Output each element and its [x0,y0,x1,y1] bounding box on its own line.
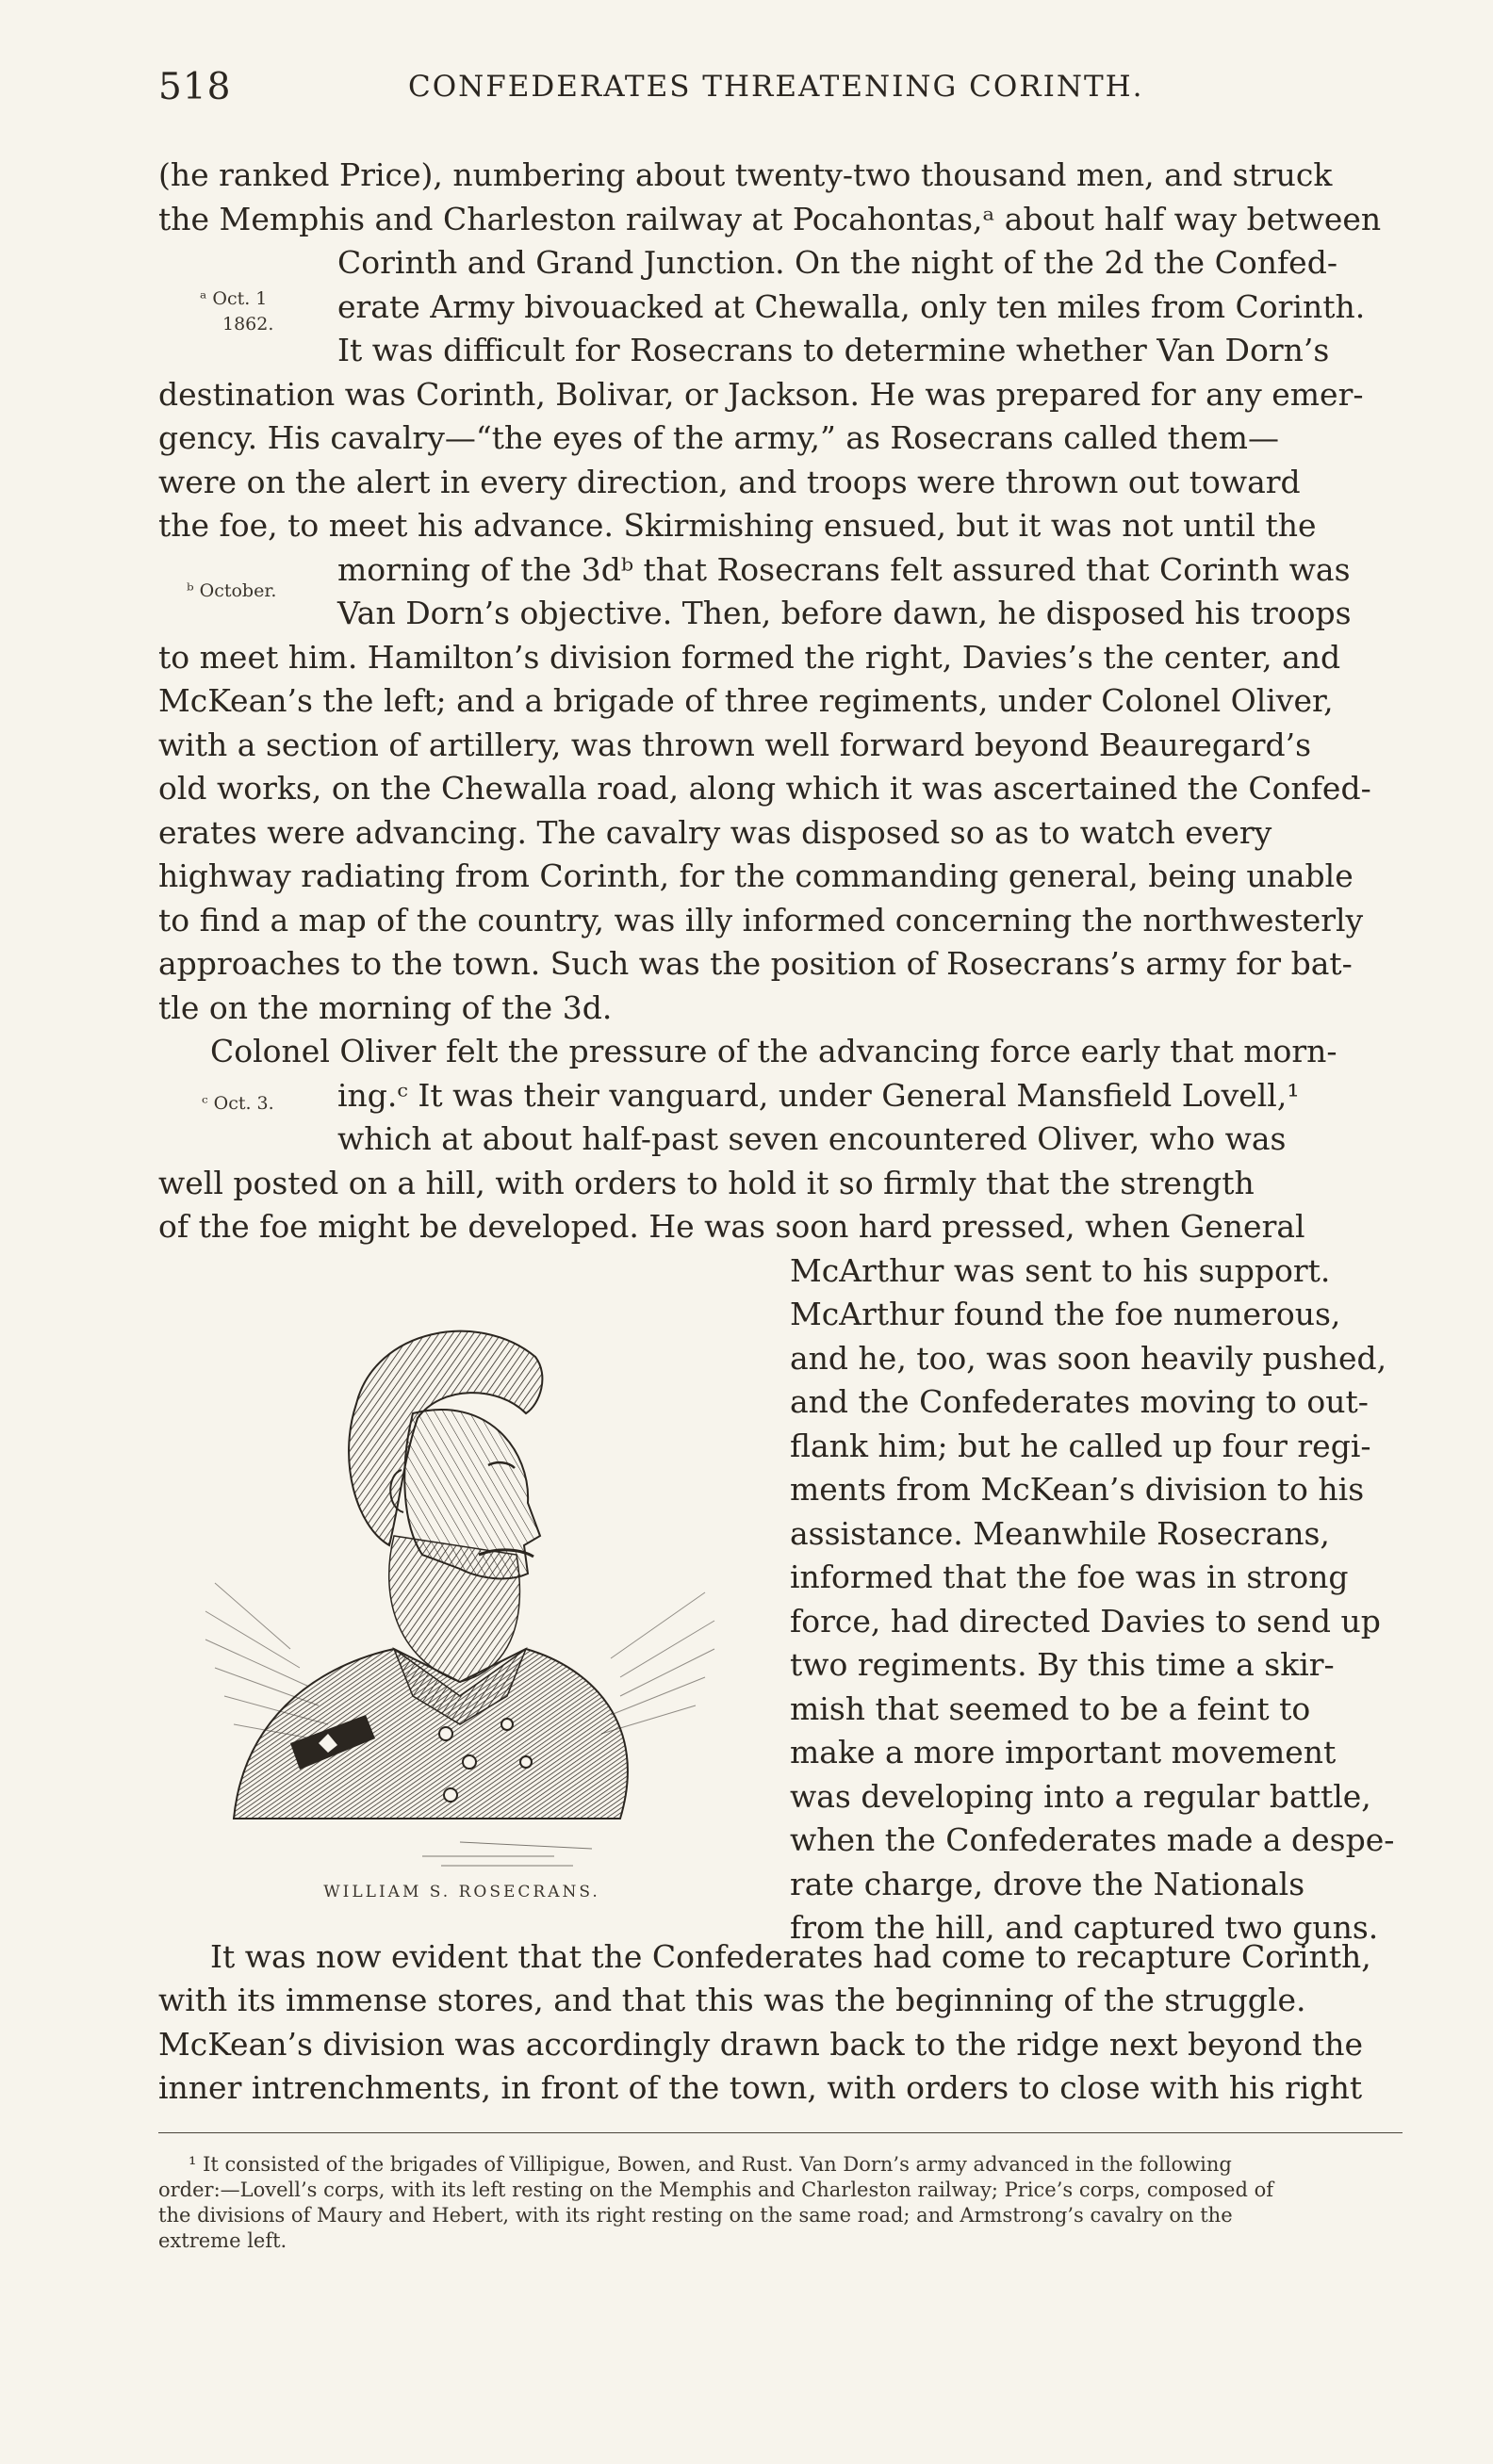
body-line: to find a map of the country, was illy informed concerning the northwesterly [158,902,1364,938]
body-line: of the foe might be developed. He was soon hard pressed, when General [158,1208,1305,1245]
body-line: make a more important movement [790,1734,1337,1770]
body-line: gency. His cavalry—“the eyes of the army,” as Rosecrans called them— [158,419,1279,456]
body-line: Van Dorn’s objective. Then, before dawn, he disposed his troops [337,595,1352,631]
body-line: McArthur found the foe numerous, [790,1296,1341,1332]
body-line: inner intrenchments, in front of the town, with orders to close with his right [158,2069,1363,2106]
body-line: Corinth and Grand Junction. On the night of the 2d the Confed- [337,244,1337,281]
body-line: It was difficult for Rosecrans to determine whether Van Dorn’s [337,332,1330,368]
body-line: with a section of artillery, was thrown well forward beyond Beauregard’s [158,726,1312,763]
body-line: McArthur was sent to his support. [790,1252,1331,1289]
body-line: Colonel Oliver felt the pressure of the advancing force early that morn- [210,1033,1337,1069]
body-line: morning of the 3dᵇ that Rosecrans felt assured that Corinth was [337,551,1351,588]
body-line: approaches to the town. Such was the position of Rosecrans’s army for bat- [158,945,1353,982]
portrait-engraving [177,1253,743,1875]
body-line: destination was Corinth, Bolivar, or Jackson. He was prepared for any emer- [158,376,1364,413]
body-line: informed that the foe was in strong [790,1558,1349,1595]
footnote-divider [158,2132,1403,2133]
body-line: well posted on a hill, with orders to hold it so firmly that the strength [158,1165,1255,1201]
footnote-line: extreme left. [158,2229,287,2252]
body-line: and the Confederates moving to out- [790,1383,1369,1420]
footnote-line: the divisions of Maury and Hebert, with its right resting on the same road; and Armstrong’s cavalry on the [158,2204,1233,2227]
body-line: tle on the morning of the 3d. [158,989,613,1026]
portrait-face [404,1410,540,1578]
body-line: highway radiating from Corinth, for the commanding general, being unable [158,857,1354,894]
body-line: two regiments. By this time a skir- [790,1646,1335,1683]
sidenote-b: ᵇ October. [187,580,277,601]
body-line: assistance. Meanwhile Rosecrans, [790,1515,1330,1552]
body-line: to meet him. Hamilton’s division formed the right, Davies’s the center, and [158,639,1341,676]
body-line: the Memphis and Charleston railway at Pocahontas,ᵃ about half way between [158,201,1382,237]
body-line: force, had directed Davies to send up [790,1603,1381,1640]
body-line: old works, on the Chewalla road, along which it was ascertained the Confed- [158,770,1371,807]
body-line: and he, too, was soon heavily pushed, [790,1340,1387,1377]
body-line: ing.ᶜ It was their vanguard, under General Mansfield Lovell,¹ [337,1077,1300,1114]
body-line: rate charge, drove the Nationals [790,1866,1305,1902]
body-line: McKean’s division was accordingly drawn back to the ridge next beyond the [158,2026,1364,2063]
body-line: McKean’s the left; and a brigade of three regiments, under Colonel Oliver, [158,682,1334,719]
body-line: It was now evident that the Confederates had come to recapture Corinth, [210,1938,1371,1975]
footnote-line: order:—Lovell’s corps, with its left resting on the Memphis and Charleston railway; Price’s corps, composed of [158,2178,1273,2201]
sidenote-a: ᵃ Oct. 1 [200,288,268,309]
footnote-line: ¹ It consisted of the brigades of Villipigue, Bowen, and Rust. Van Dorn’s army advanced in the following [189,2153,1232,2176]
body-line: were on the alert in every direction, and troops were thrown out toward [158,464,1301,500]
body-line: erates were advancing. The cavalry was disposed so as to watch every [158,814,1272,851]
sidenote-a-year: 1862. [222,314,274,335]
page-number: 518 [158,66,232,108]
body-line: ments from McKean’s division to his [790,1471,1365,1508]
body-line: flank him; but he called up four regi- [790,1428,1371,1464]
body-line: erate Army bivouacked at Chewalla, only ten miles from Corinth. [337,288,1366,325]
body-line: which at about half-past seven encountered Oliver, who was [337,1120,1287,1157]
body-line: with its immense stores, and that this was the beginning of the struggle. [158,1982,1306,2018]
body-line: mish that seemed to be a feint to [790,1690,1311,1727]
body-line: (he ranked Price), numbering about twenty-two thousand men, and struck [158,156,1333,193]
figure-caption: WILLIAM S. ROSECRANS. [323,1883,600,1901]
page-header [158,66,1403,122]
body-line: was developing into a regular battle, [790,1778,1371,1815]
body-line: when the Confederates made a despe- [790,1821,1395,1858]
running-head: CONFEDERATES THREATENING CORINTH. [408,70,1144,104]
body-line: from the hill, and captured two guns. [790,1909,1379,1946]
body-line: the foe, to meet his advance. Skirmishing ensued, but it was not until the [158,507,1317,544]
sidenote-c: ᶜ Oct. 3. [202,1093,274,1114]
